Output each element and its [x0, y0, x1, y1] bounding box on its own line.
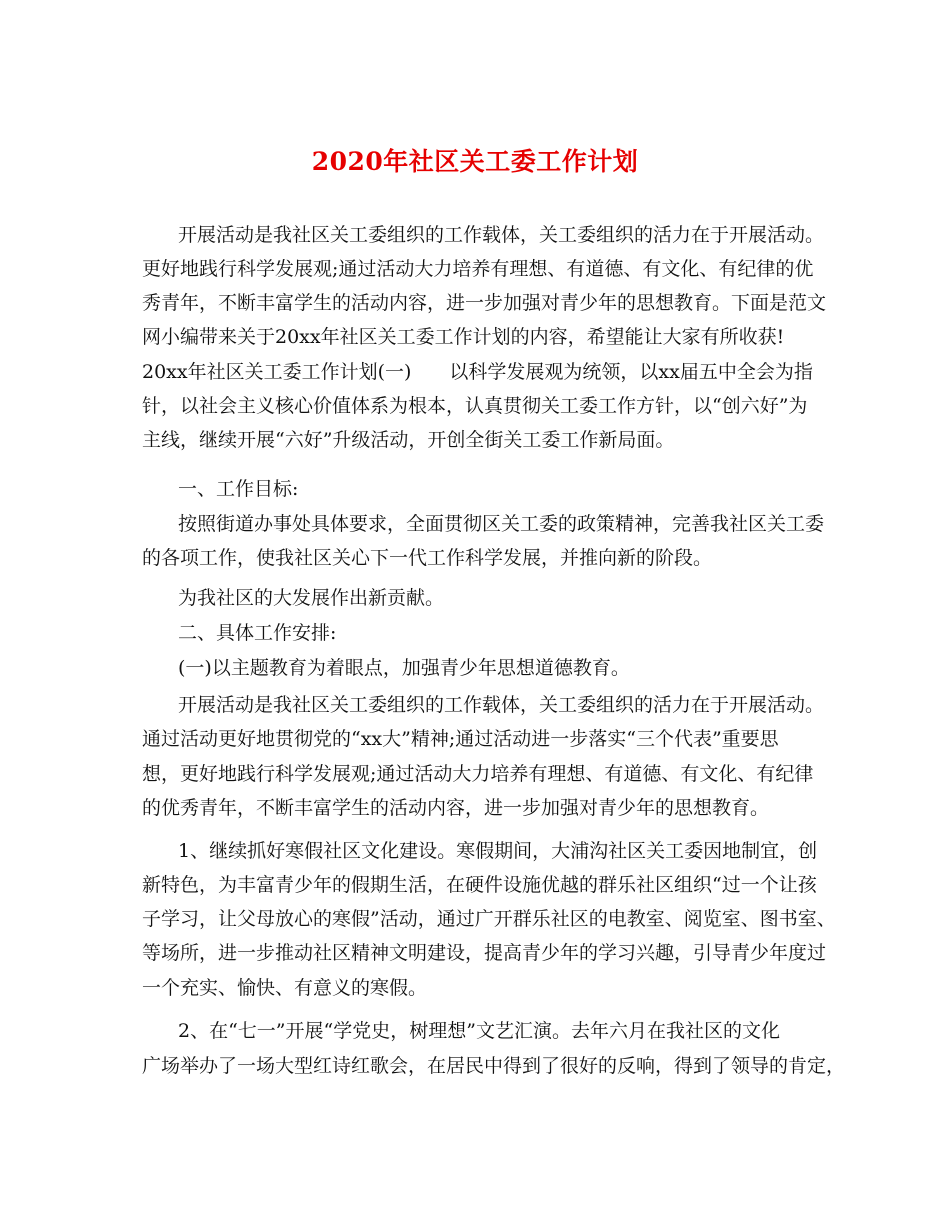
section-heading: 一、工作目标: — [178, 478, 299, 500]
paragraph-line: 秀青年，不断丰富学生的活动内容，进一步加强对青少年的思想教育。下面是范文 — [142, 292, 827, 314]
paragraph-line: 更好地践行科学发展观;通过活动大力培养有理想、有道德、有文化、有纪律的优 — [142, 258, 814, 280]
subsection-heading: (一)以主题教育为着眼点，加强青少年思想道德教育。 — [178, 657, 630, 679]
paragraph-line: 针，以社会主义核心价值体系为根本，认真贯彻关工委工作方针，以“创六好”为 — [142, 395, 808, 417]
paragraph-line: 20xx年社区关工委工作计划(一) 以科学发展观为统领，以xx届五中全会为指 — [142, 361, 813, 383]
paragraph-line: 为我社区的大发展作出新贡献。 — [178, 587, 445, 609]
section-heading: 二、具体工作安排: — [178, 622, 337, 644]
paragraph-line: 按照街道办事处具体要求，全面贯彻区关工委的政策精神，完善我社区关工委 — [178, 513, 825, 535]
paragraph-line: 的优秀青年，不断丰富学生的活动内容，进一步加强对青少年的思想教育。 — [142, 797, 770, 819]
paragraph-line: 子学习，让父母放心的寒假”活动，通过广开群乐社区的电教室、阅览室、图书室、 — [142, 908, 836, 930]
paragraph-line: 主线，继续开展“六好”升级活动，开创全街关工委工作新局面。 — [142, 429, 675, 451]
paragraph-line: 2、在“七一”开展“学党史，树理想”文艺汇演。去年六月在我社区的文化 — [178, 1020, 780, 1042]
paragraph-line: 等场所，进一步推动社区精神文明建设，提高青少年的学习兴趣，引导青少年度过 — [142, 942, 827, 964]
paragraph-line: 开展活动是我社区关工委组织的工作载体，关工委组织的活力在于开展活动。 — [178, 224, 825, 246]
paragraph-line: 的各项工作，使我社区关心下一代工作科学发展，并推向新的阶段。 — [142, 547, 713, 569]
paragraph-line: 开展活动是我社区关工委组织的工作载体，关工委组织的活力在于开展活动。 — [178, 694, 825, 716]
paragraph-line: 广场举办了一场大型红诗红歌会，在居民中得到了很好的反响，得到了领导的肯定， — [142, 1055, 846, 1077]
paragraph-line: 一个充实、愉快、有意义的寒假。 — [142, 977, 428, 999]
document-title: 2020年社区关工委工作计划 — [311, 147, 639, 176]
paragraph-line: 新特色，为丰富青少年的假期生活，在硬件设施优越的群乐社区组织“过一个让孩 — [142, 874, 817, 896]
paragraph-line: 通过活动更好地贯彻党的“xx大”精神;通过活动进一步落实“三个代表”重要思 — [142, 728, 779, 750]
paragraph-line: 想，更好地践行科学发展观;通过活动大力培养有理想、有道德、有文化、有纪律 — [142, 763, 814, 785]
paragraph-line: 1、继续抓好寒假社区文化建设。寒假期间，大浦沟社区关工委因地制宜，创 — [178, 840, 818, 862]
paragraph-line: 网小编带来关于20xx年社区关工委工作计划的内容，希望能让大家有所收获! — [142, 326, 785, 348]
